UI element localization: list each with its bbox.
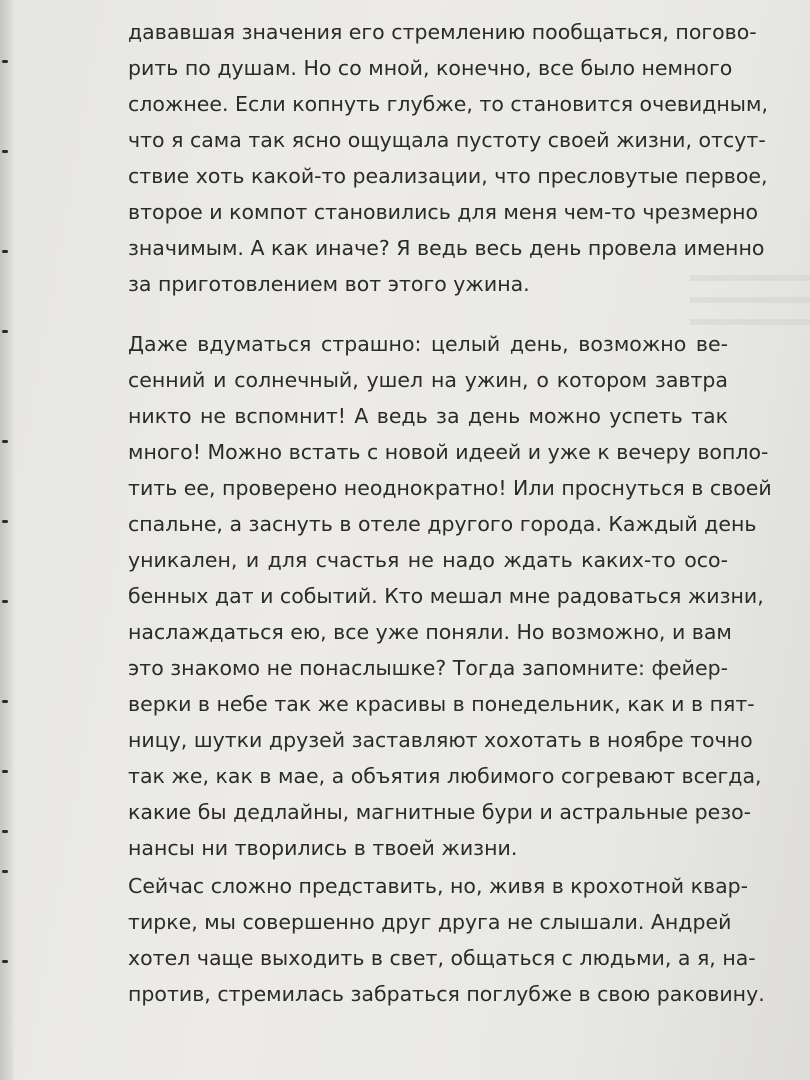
text-line: сложнее. Если копнуть глубже, то становится очевидным, [128,92,768,116]
text-line: так же, как в мае, а объятия любимого согревают всегда, [128,764,762,788]
text-line: дававшая значения его стремлению пообщаться, погово- [128,20,757,44]
text-line: это знакомо не понаслышке? Тогда запомните: фейер- [128,656,728,680]
paragraph-3 [128,868,765,1012]
paragraph-2 [128,326,772,866]
text-line: много! Можно встать с новой идеей и уже к вечеру вопло- [128,440,769,464]
text-line: против, стремилась забраться поглубже в свою раковину. [128,982,765,1006]
text-line: ницу, шутки друзей заставляют хохотать в ноябре точно [128,728,753,752]
text-line: за приготовлением вот этого ужина. [128,272,530,296]
text-line: какие бы дедлайны, магнитные бури и астральные резо- [128,800,752,824]
text-line: наслаждаться ею, все уже поняли. Но возможно, и вам [128,620,732,644]
text-line: ствие хоть какой-то реализации, что пресловутые первое, [128,164,768,188]
text-line: спальне, а заснуть в отеле другого города. Каждый день [128,512,757,536]
text-line: сенний и солнечный, ушел на ужин, о котором завтра [128,368,728,392]
text-line: рить по душам. Но со мной, конечно, все было немного [128,56,733,80]
text-line: Сейчас сложно представить, но, живя в крохотной квар- [128,874,749,898]
text-line: тирке, мы совершенно друг друга не слышали. Андрей [128,910,732,934]
text-line: верки в небе так же красивы в понедельник, как и в пят- [128,692,755,716]
text-line: второе и компот становились для меня чем-то чрезмерно [128,200,759,224]
text-line: нансы ни творились в твоей жизни. [128,836,518,860]
text-line: бенных дат и событий. Кто мешал мне радоваться жизни, [128,584,764,608]
text-line: никто не вспомнит! А ведь за день можно успеть так [128,404,728,428]
adjacent-page-edge [0,0,14,1080]
text-line: значимым. А как иначе? Я ведь весь день провела именно [128,236,765,260]
text-line: что я сама так ясно ощущала пустоту своей жизни, отсут- [128,128,766,152]
text-line: тить ее, проверено неоднократно! Или проснуться в своей [128,476,772,500]
text-line: Даже вдуматься страшно: целый день, возможно ве- [128,332,728,356]
paragraph-1 [128,14,768,302]
text-line: уникален, и для счастья не надо ждать каких-то осо- [128,548,728,572]
text-line: хотел чаще выходить в свет, общаться с людьми, а я, на- [128,946,756,970]
